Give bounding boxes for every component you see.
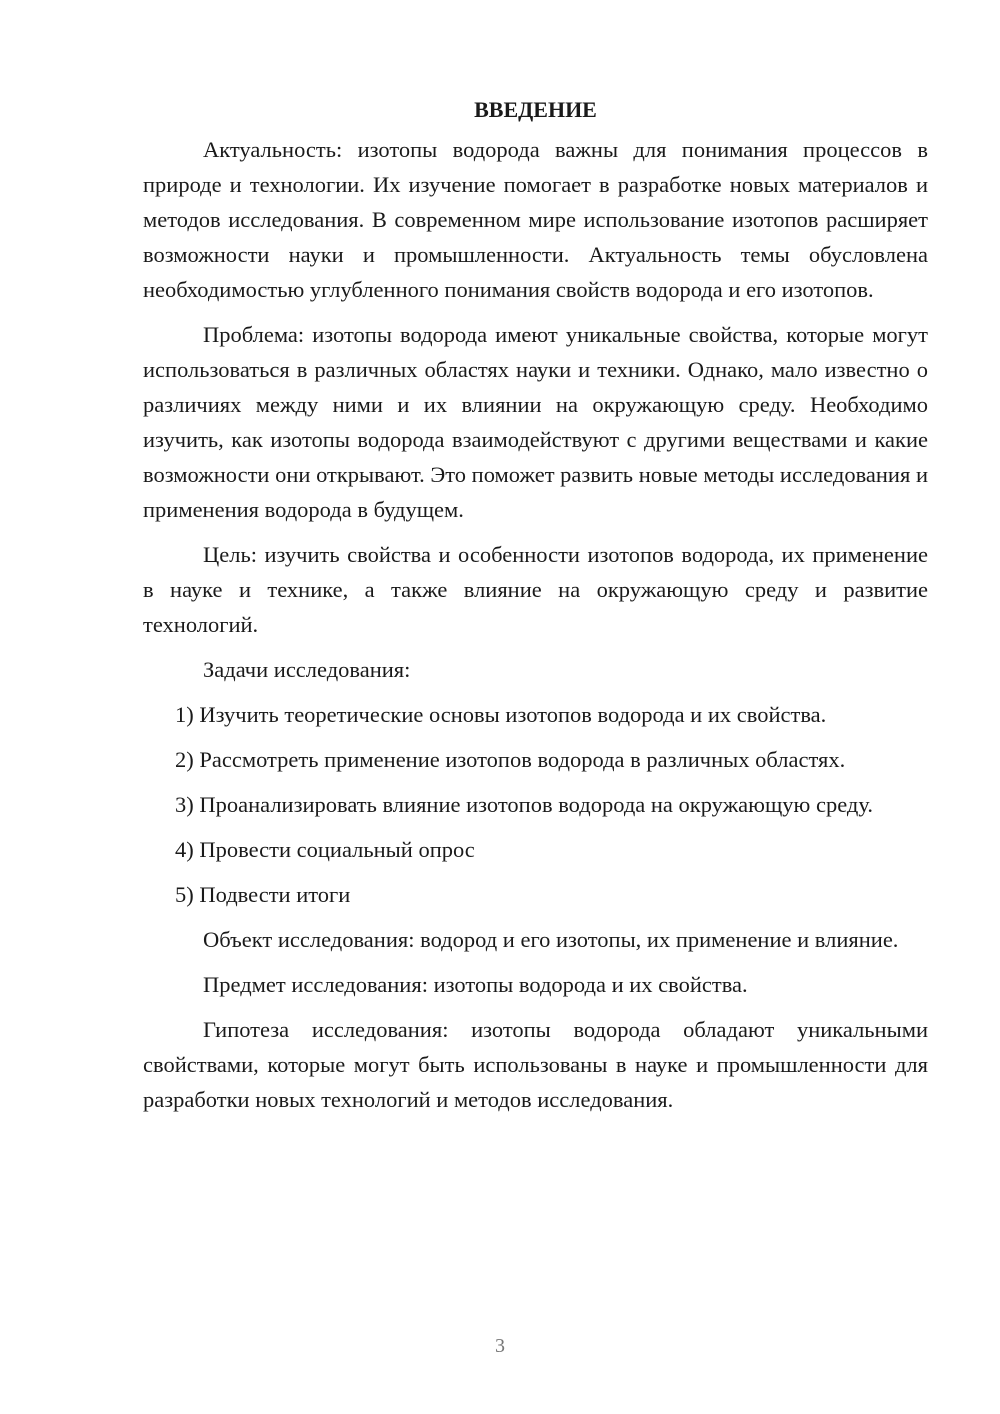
page-title: ВВЕДЕНИЕ <box>474 97 597 122</box>
paragraph-subject: Предмет исследования: изотопы водорода и их свойства. <box>203 972 748 997</box>
page-number: 3 <box>495 1335 505 1357</box>
paragraph-goal: Цель: изучить свойства и особенности изотопов водорода, их применение в науке и технике, а также влияние на окружающую среду и развитие технологий. <box>143 542 928 637</box>
task-item-3: 3) Проанализировать влияние изотопов водорода на окружающую среду. <box>175 792 873 817</box>
tasks-heading: Задачи исследования: <box>203 657 411 682</box>
document-body <box>143 92 928 1127</box>
task-item-1: 1) Изучить теоретические основы изотопов водорода и их свойства. <box>175 702 827 727</box>
paragraph-object: Объект исследования: водород и его изотопы, их применение и влияние. <box>203 927 899 952</box>
paragraph-hypothesis: Гипотеза исследования: изотопы водорода обладают уникальными свойствами, которые могут быть использованы в науке и промышленности для разработки новых технологий и методов исследования. <box>143 1017 928 1112</box>
task-item-2: 2) Рассмотреть применение изотопов водорода в различных областях. <box>175 747 846 772</box>
task-item-5: 5) Подвести итоги <box>175 882 351 907</box>
paragraph-problem: Проблема: изотопы водорода имеют уникальные свойства, которые могут использоваться в различных областях науки и техники. Однако, мало известно о различиях между ними и их влиянии на окружающую среду. Необходимо изучить, как изотопы водорода взаимодействуют с другими веществами и какие возможности они открывают. Это поможет развить новые методы исследования и применения водорода в будущем. <box>143 322 928 522</box>
paragraph-relevance: Актуальность: изотопы водорода важны для понимания процессов в природе и технологии. Их изучение помогает в разработке новых материалов и методов исследования. В современном мире использование изотопов расширяет возможности науки и промышленности. Актуальность темы обусловлена необходимостью углубленного понимания свойств водорода и его изотопов. <box>143 137 928 302</box>
task-item-4: 4) Провести социальный опрос <box>175 837 475 862</box>
